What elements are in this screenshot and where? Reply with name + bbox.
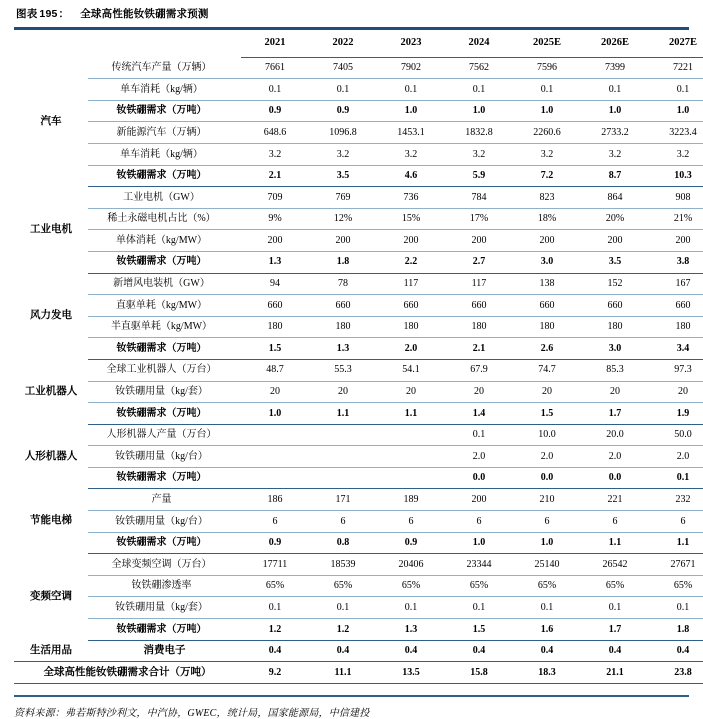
cell-value: 1.3 bbox=[241, 251, 309, 273]
cell-value: 1.0 bbox=[445, 532, 513, 554]
cell-value: 6 bbox=[649, 511, 703, 533]
row-item-label: 单车消耗（kg/辆） bbox=[88, 79, 241, 101]
cell-value: 660 bbox=[513, 295, 581, 317]
cell-value: 0.1 bbox=[513, 597, 581, 619]
table-head bbox=[14, 30, 703, 58]
cell-value: 3.2 bbox=[581, 143, 649, 165]
table-row bbox=[14, 208, 703, 230]
cell-value: 23344 bbox=[445, 554, 513, 576]
cell-value: 200 bbox=[377, 230, 445, 252]
cell-value: 65% bbox=[377, 575, 445, 597]
total-label: 全球高性能钕铁硼需求合计（万吨） bbox=[14, 662, 241, 684]
cell-value: 74.7 bbox=[513, 359, 581, 381]
cell-value: 7661 bbox=[241, 57, 309, 79]
cell-value: 25140 bbox=[513, 554, 581, 576]
cell-value bbox=[309, 467, 377, 489]
cell-value: 17% bbox=[445, 208, 513, 230]
cell-value: 3223.4 bbox=[649, 122, 703, 144]
cell-value: 94 bbox=[241, 273, 309, 295]
cell-value: 9% bbox=[241, 208, 309, 230]
cell-value: 1096.8 bbox=[309, 122, 377, 144]
cell-value: 200 bbox=[241, 230, 309, 252]
cell-value: 6 bbox=[581, 511, 649, 533]
cell-value: 54.1 bbox=[377, 359, 445, 381]
cell-value: 200 bbox=[309, 230, 377, 252]
cell-value: 180 bbox=[649, 316, 703, 338]
cell-value: 20 bbox=[309, 381, 377, 403]
cell-value: 138 bbox=[513, 273, 581, 295]
cell-value: 6 bbox=[241, 511, 309, 533]
group-label-1: 工业电机 bbox=[30, 223, 72, 235]
row-item-label: 产量 bbox=[88, 489, 241, 511]
cell-value bbox=[309, 446, 377, 468]
cell-value: 908 bbox=[649, 187, 703, 209]
cell-value: 0.4 bbox=[513, 640, 581, 662]
row-item-label: 钕铁硼用量（kg/套） bbox=[88, 597, 241, 619]
cell-value bbox=[377, 446, 445, 468]
cell-value: 20 bbox=[377, 381, 445, 403]
cell-value: 2.2 bbox=[377, 251, 445, 273]
cell-value: 97.3 bbox=[649, 359, 703, 381]
table-row bbox=[14, 100, 703, 122]
table-row bbox=[14, 230, 703, 252]
table-row bbox=[14, 143, 703, 165]
cell-value: 55.3 bbox=[309, 359, 377, 381]
cell-value: 0.4 bbox=[649, 640, 703, 662]
group-label-5: 节能电梯 bbox=[30, 515, 72, 527]
cell-value: 13.5 bbox=[377, 662, 445, 684]
cell-value: 1.3 bbox=[309, 338, 377, 360]
cell-value: 117 bbox=[445, 273, 513, 295]
cell-value: 1.3 bbox=[377, 619, 445, 641]
cell-value: 15.8 bbox=[445, 662, 513, 684]
cell-value: 0.9 bbox=[377, 532, 445, 554]
cell-value: 660 bbox=[445, 295, 513, 317]
cell-value: 65% bbox=[241, 575, 309, 597]
table-row bbox=[14, 79, 703, 101]
cell-value: 2.1 bbox=[445, 338, 513, 360]
cell-value: 0.1 bbox=[649, 597, 703, 619]
table-row bbox=[14, 165, 703, 187]
cell-value: 1.7 bbox=[581, 403, 649, 425]
cell-value: 65% bbox=[581, 575, 649, 597]
cell-value: 0.1 bbox=[241, 597, 309, 619]
cell-value: 8.7 bbox=[581, 165, 649, 187]
cell-value: 2.0 bbox=[581, 446, 649, 468]
cell-value: 6 bbox=[309, 511, 377, 533]
cell-value: 1.0 bbox=[649, 100, 703, 122]
cell-value: 660 bbox=[377, 295, 445, 317]
table-row bbox=[14, 338, 703, 360]
cell-value: 200 bbox=[445, 489, 513, 511]
group-label-life: 生活用品 bbox=[14, 640, 88, 662]
corner-header-2 bbox=[88, 30, 241, 58]
cell-value: 784 bbox=[445, 187, 513, 209]
cell-value: 232 bbox=[649, 489, 703, 511]
table-row bbox=[14, 511, 703, 533]
row-item-label: 钕铁硼需求（万吨） bbox=[88, 338, 241, 360]
cell-value: 180 bbox=[377, 316, 445, 338]
table-row-life-goods bbox=[14, 640, 703, 662]
table-row bbox=[14, 424, 703, 446]
cell-value: 6 bbox=[377, 511, 445, 533]
demand-forecast-table bbox=[14, 30, 703, 685]
cell-value: 0.1 bbox=[309, 597, 377, 619]
cell-value: 2260.6 bbox=[513, 122, 581, 144]
cell-value: 200 bbox=[513, 230, 581, 252]
cell-value: 0.4 bbox=[445, 640, 513, 662]
row-item-label: 工业电机（GW） bbox=[88, 187, 241, 209]
cell-value: 2.0 bbox=[445, 446, 513, 468]
cell-value: 21.1 bbox=[581, 662, 649, 684]
col-header-2027e: 2027E bbox=[649, 30, 703, 58]
source-divider bbox=[14, 695, 689, 697]
cell-value: 0.1 bbox=[581, 597, 649, 619]
row-item-label: 消费电子 bbox=[88, 640, 241, 662]
cell-value: 210 bbox=[513, 489, 581, 511]
cell-value: 12% bbox=[309, 208, 377, 230]
cell-value: 0.1 bbox=[445, 424, 513, 446]
row-item-label: 新能源汽车（万辆） bbox=[88, 122, 241, 144]
header-row bbox=[14, 30, 703, 58]
cell-value: 1.1 bbox=[649, 532, 703, 554]
cell-value bbox=[241, 424, 309, 446]
exhibit-colon: ： bbox=[58, 8, 70, 20]
cell-value: 0.1 bbox=[241, 79, 309, 101]
cell-value: 18539 bbox=[309, 554, 377, 576]
cell-value: 3.2 bbox=[377, 143, 445, 165]
col-header-2026e: 2026E bbox=[581, 30, 649, 58]
group-label-3: 工业机器人 bbox=[24, 385, 78, 397]
cell-value: 3.2 bbox=[649, 143, 703, 165]
row-item-label: 单车消耗（kg/辆） bbox=[88, 143, 241, 165]
cell-value: 17711 bbox=[241, 554, 309, 576]
exhibit-number: 195 bbox=[39, 8, 58, 20]
cell-value: 648.6 bbox=[241, 122, 309, 144]
cell-value: 2.7 bbox=[445, 251, 513, 273]
cell-value: 10.0 bbox=[513, 424, 581, 446]
table-row bbox=[14, 403, 703, 425]
cell-value: 823 bbox=[513, 187, 581, 209]
cell-value: 200 bbox=[445, 230, 513, 252]
table-row bbox=[14, 619, 703, 641]
cell-value: 27671 bbox=[649, 554, 703, 576]
table-row bbox=[14, 122, 703, 144]
cell-value: 9.2 bbox=[241, 662, 309, 684]
cell-value: 0.9 bbox=[241, 100, 309, 122]
cell-value: 171 bbox=[309, 489, 377, 511]
cell-value: 1.5 bbox=[445, 619, 513, 641]
table-row-total bbox=[14, 662, 703, 684]
cell-value: 0.9 bbox=[309, 100, 377, 122]
cell-value: 2.0 bbox=[649, 446, 703, 468]
cell-value: 1.1 bbox=[309, 403, 377, 425]
exhibit-title-text: 全球高性能钕铁硼需求预测 bbox=[80, 8, 209, 20]
cell-value: 0.4 bbox=[377, 640, 445, 662]
cell-value: 1.8 bbox=[309, 251, 377, 273]
cell-value: 1.9 bbox=[649, 403, 703, 425]
cell-value: 1.0 bbox=[241, 403, 309, 425]
cell-value: 6 bbox=[445, 511, 513, 533]
cell-value: 0.4 bbox=[581, 640, 649, 662]
cell-value: 65% bbox=[445, 575, 513, 597]
cell-value bbox=[241, 446, 309, 468]
cell-value: 660 bbox=[649, 295, 703, 317]
cell-value: 4.6 bbox=[377, 165, 445, 187]
cell-value: 180 bbox=[241, 316, 309, 338]
row-item-label: 钕铁硼渗透率 bbox=[88, 575, 241, 597]
cell-value: 20% bbox=[581, 208, 649, 230]
table-row bbox=[14, 446, 703, 468]
group-label-6: 变频空调 bbox=[30, 590, 72, 602]
cell-value: 0.1 bbox=[649, 467, 703, 489]
cell-value bbox=[241, 467, 309, 489]
cell-value: 200 bbox=[581, 230, 649, 252]
cell-value: 7902 bbox=[377, 57, 445, 79]
cell-value: 660 bbox=[309, 295, 377, 317]
cell-value: 1.8 bbox=[649, 619, 703, 641]
cell-value: 7562 bbox=[445, 57, 513, 79]
cell-value: 7.2 bbox=[513, 165, 581, 187]
cell-value: 1.7 bbox=[581, 619, 649, 641]
cell-value: 3.5 bbox=[309, 165, 377, 187]
cell-value: 20.0 bbox=[581, 424, 649, 446]
cell-value: 65% bbox=[649, 575, 703, 597]
row-item-label: 稀土永磁电机占比（%） bbox=[88, 208, 241, 230]
group-label-0: 汽车 bbox=[40, 115, 62, 127]
cell-value: 3.2 bbox=[309, 143, 377, 165]
cell-value: 18.3 bbox=[513, 662, 581, 684]
cell-value: 20 bbox=[649, 381, 703, 403]
cell-value: 1.1 bbox=[377, 403, 445, 425]
cell-value: 152 bbox=[581, 273, 649, 295]
cell-value: 1832.8 bbox=[445, 122, 513, 144]
cell-value: 21% bbox=[649, 208, 703, 230]
table-row bbox=[14, 554, 703, 576]
cell-value: 10.3 bbox=[649, 165, 703, 187]
cell-value: 1453.1 bbox=[377, 122, 445, 144]
col-header-2021: 2021 bbox=[241, 30, 309, 58]
cell-value: 3.2 bbox=[241, 143, 309, 165]
table-row bbox=[14, 57, 703, 79]
cell-value: 0.1 bbox=[445, 79, 513, 101]
cell-value: 0.1 bbox=[581, 79, 649, 101]
row-item-label: 新增风电装机（GW） bbox=[88, 273, 241, 295]
cell-value: 85.3 bbox=[581, 359, 649, 381]
source-note: 资料来源：弗若斯特沙利文，中汽协，GWEC，统计局，国家能源局，中信建投 bbox=[14, 707, 370, 719]
cell-value: 1.0 bbox=[377, 100, 445, 122]
cell-value: 3.8 bbox=[649, 251, 703, 273]
cell-value: 20 bbox=[241, 381, 309, 403]
col-header-2024: 2024 bbox=[445, 30, 513, 58]
group-label-2: 风力发电 bbox=[30, 310, 72, 322]
corner-header bbox=[14, 30, 88, 58]
table-row bbox=[14, 273, 703, 295]
cell-value: 7221 bbox=[649, 57, 703, 79]
row-item-label: 钕铁硼需求（万吨） bbox=[88, 165, 241, 187]
cell-value: 0.9 bbox=[241, 532, 309, 554]
cell-value: 660 bbox=[581, 295, 649, 317]
row-item-label: 钕铁硼需求（万吨） bbox=[88, 251, 241, 273]
group-label-4: 人形机器人 bbox=[24, 450, 78, 462]
cell-value: 18% bbox=[513, 208, 581, 230]
row-item-label: 人形机器人产量（万台） bbox=[88, 424, 241, 446]
cell-value: 1.1 bbox=[581, 532, 649, 554]
cell-value: 189 bbox=[377, 489, 445, 511]
cell-value: 221 bbox=[581, 489, 649, 511]
cell-value: 50.0 bbox=[649, 424, 703, 446]
cell-value: 0.1 bbox=[513, 79, 581, 101]
cell-value: 3.2 bbox=[513, 143, 581, 165]
cell-value: 0.0 bbox=[581, 467, 649, 489]
cell-value: 1.0 bbox=[513, 532, 581, 554]
table-body bbox=[14, 57, 703, 684]
row-item-label: 钕铁硼用量（kg/套） bbox=[88, 381, 241, 403]
cell-value: 65% bbox=[513, 575, 581, 597]
cell-value: 660 bbox=[241, 295, 309, 317]
cell-value: 180 bbox=[309, 316, 377, 338]
table-row bbox=[14, 251, 703, 273]
row-item-label: 全球工业机器人（万台） bbox=[88, 359, 241, 381]
cell-value: 3.4 bbox=[649, 338, 703, 360]
cell-value: 1.6 bbox=[513, 619, 581, 641]
cell-value: 0.1 bbox=[445, 597, 513, 619]
cell-value: 0.8 bbox=[309, 532, 377, 554]
row-item-label: 钕铁硼需求（万吨） bbox=[88, 467, 241, 489]
cell-value: 0.1 bbox=[649, 79, 703, 101]
cell-value: 5.9 bbox=[445, 165, 513, 187]
cell-value: 3.0 bbox=[581, 338, 649, 360]
table-row bbox=[14, 489, 703, 511]
table-row bbox=[14, 467, 703, 489]
cell-value: 736 bbox=[377, 187, 445, 209]
cell-value: 1.5 bbox=[513, 403, 581, 425]
table-row bbox=[14, 316, 703, 338]
cell-value: 1.4 bbox=[445, 403, 513, 425]
cell-value: 2.1 bbox=[241, 165, 309, 187]
row-item-label: 半直驱单耗（kg/MW） bbox=[88, 316, 241, 338]
cell-value: 769 bbox=[309, 187, 377, 209]
row-item-label: 钕铁硼需求（万吨） bbox=[88, 403, 241, 425]
cell-value: 78 bbox=[309, 273, 377, 295]
cell-value: 20406 bbox=[377, 554, 445, 576]
cell-value: 864 bbox=[581, 187, 649, 209]
cell-value: 1.2 bbox=[241, 619, 309, 641]
cell-value: 1.5 bbox=[241, 338, 309, 360]
cell-value: 180 bbox=[445, 316, 513, 338]
row-item-label: 全球变频空调（万台） bbox=[88, 554, 241, 576]
cell-value: 0.0 bbox=[445, 467, 513, 489]
table-row bbox=[14, 295, 703, 317]
row-item-label: 钕铁硼需求（万吨） bbox=[88, 532, 241, 554]
row-item-label: 单体消耗（kg/MW） bbox=[88, 230, 241, 252]
cell-value: 200 bbox=[649, 230, 703, 252]
table-row bbox=[14, 381, 703, 403]
cell-value: 67.9 bbox=[445, 359, 513, 381]
cell-value: 3.0 bbox=[513, 251, 581, 273]
cell-value: 7405 bbox=[309, 57, 377, 79]
cell-value: 7596 bbox=[513, 57, 581, 79]
cell-value: 3.5 bbox=[581, 251, 649, 273]
cell-value: 1.0 bbox=[445, 100, 513, 122]
cell-value: 20 bbox=[513, 381, 581, 403]
cell-value: 20 bbox=[581, 381, 649, 403]
cell-value: 1.0 bbox=[513, 100, 581, 122]
row-item-label: 钕铁硼需求（万吨） bbox=[88, 100, 241, 122]
table-row bbox=[14, 597, 703, 619]
table-row bbox=[14, 575, 703, 597]
cell-value: 709 bbox=[241, 187, 309, 209]
cell-value: 1.2 bbox=[309, 619, 377, 641]
cell-value: 0.0 bbox=[513, 467, 581, 489]
table-row bbox=[14, 187, 703, 209]
table-row bbox=[14, 532, 703, 554]
cell-value: 0.4 bbox=[309, 640, 377, 662]
cell-value bbox=[377, 467, 445, 489]
cell-value: 15% bbox=[377, 208, 445, 230]
cell-value: 2733.2 bbox=[581, 122, 649, 144]
exhibit-label: 图表 bbox=[16, 8, 38, 20]
row-item-label: 钕铁硼需求（万吨） bbox=[88, 619, 241, 641]
cell-value: 11.1 bbox=[309, 662, 377, 684]
cell-value: 0.1 bbox=[377, 597, 445, 619]
cell-value: 23.8 bbox=[649, 662, 703, 684]
cell-value: 6 bbox=[513, 511, 581, 533]
exhibit-title bbox=[14, 0, 689, 25]
cell-value: 1.0 bbox=[581, 100, 649, 122]
cell-value: 167 bbox=[649, 273, 703, 295]
row-item-label: 直驱单耗（kg/MW） bbox=[88, 295, 241, 317]
cell-value: 180 bbox=[581, 316, 649, 338]
col-header-2022: 2022 bbox=[309, 30, 377, 58]
cell-value: 48.7 bbox=[241, 359, 309, 381]
cell-value: 3.2 bbox=[445, 143, 513, 165]
row-item-label: 传统汽车产量（万辆） bbox=[88, 57, 241, 79]
cell-value: 0.1 bbox=[309, 79, 377, 101]
cell-value: 2.6 bbox=[513, 338, 581, 360]
cell-value: 186 bbox=[241, 489, 309, 511]
cell-value bbox=[309, 424, 377, 446]
row-item-label: 钕铁硼用量（kg/台） bbox=[88, 511, 241, 533]
row-item-label: 钕铁硼用量（kg/台） bbox=[88, 446, 241, 468]
col-header-2025e: 2025E bbox=[513, 30, 581, 58]
cell-value: 20 bbox=[445, 381, 513, 403]
cell-value bbox=[377, 424, 445, 446]
cell-value: 26542 bbox=[581, 554, 649, 576]
cell-value: 0.4 bbox=[241, 640, 309, 662]
cell-value: 117 bbox=[377, 273, 445, 295]
cell-value: 65% bbox=[309, 575, 377, 597]
cell-value: 180 bbox=[513, 316, 581, 338]
table-row bbox=[14, 359, 703, 381]
cell-value: 0.1 bbox=[377, 79, 445, 101]
col-header-2023: 2023 bbox=[377, 30, 445, 58]
cell-value: 2.0 bbox=[377, 338, 445, 360]
cell-value: 7399 bbox=[581, 57, 649, 79]
cell-value: 2.0 bbox=[513, 446, 581, 468]
